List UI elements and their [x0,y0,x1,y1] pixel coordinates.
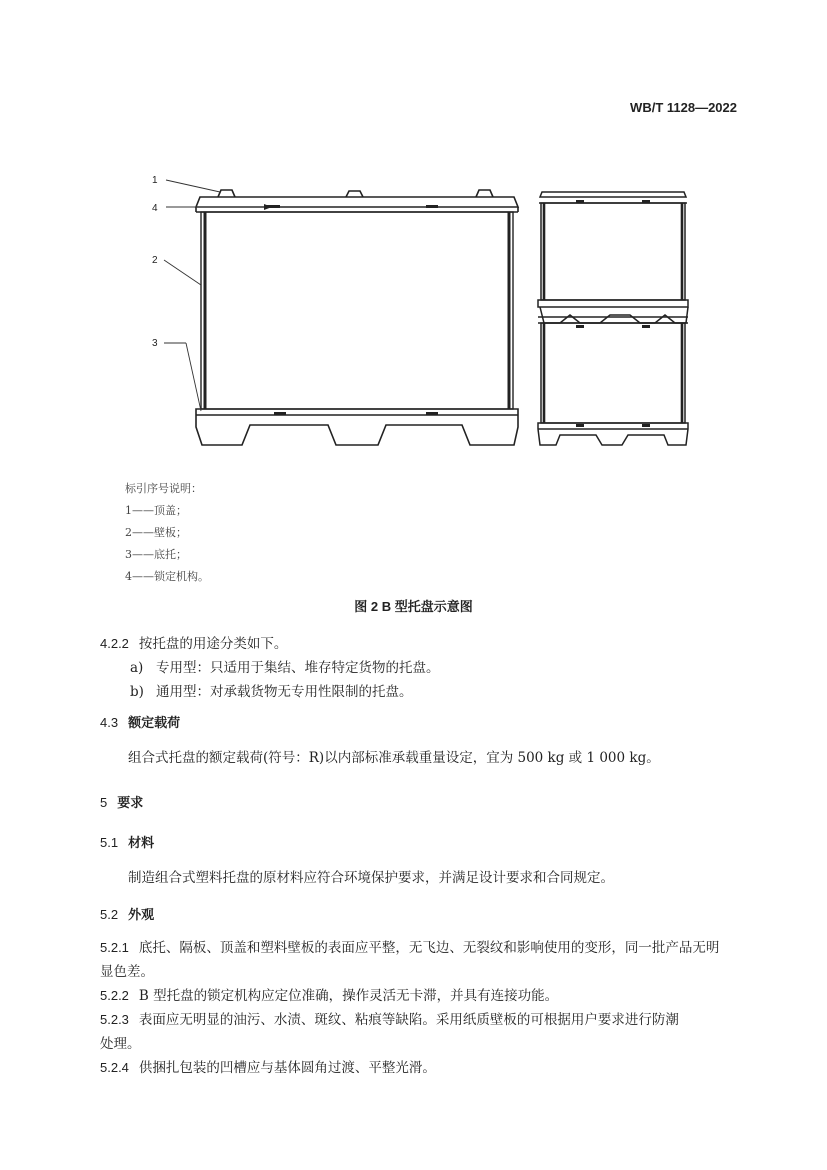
clause-5-2-1 [100,936,719,956]
clause-5-2-3-cont: 处理。 [100,1036,141,1052]
clause-5-2-3 [100,1008,679,1028]
clause-5-2-2 [100,984,558,1004]
pallet-diagram [140,165,700,455]
section-5-heading [100,792,143,811]
section-number: 5.2 [100,907,119,922]
clause-5-2-4 [100,1056,436,1076]
list-marker: b) [130,684,144,700]
section-title: 额定载荷 [128,715,181,730]
callout-4: 4 [152,203,158,214]
section-number: 5 [100,795,108,810]
section-number: 5.1 [100,835,119,850]
top-lid [196,197,518,207]
legend-item: 1——顶盖； [125,504,187,517]
callout-3: 3 [152,338,158,349]
list-text: 通用型：对承载货物无专用性限制的托盘。 [156,684,413,700]
legend-item: 2——壁板； [125,526,187,539]
clause-number: 5.2.2 [100,988,129,1003]
clause-text: 供捆扎包装的凹槽应与基体圆角过渡、平整光滑。 [138,1060,436,1076]
wall-panel [201,212,513,409]
lock-mark [426,412,438,415]
list-marker: a) [130,660,144,676]
clause-text: B 型托盘的锁定机构应定位准确，操作灵活无卡滞，并具有连接功能。 [138,988,559,1004]
legend-title: 标引序号说明： [125,482,202,495]
section-title: 材料 [128,835,155,850]
clause-text: 表面应无明显的油污、水渍、斑纹、粘痕等缺陷。采用纸质壁板的可根据用户要求进行防潮 [138,1012,679,1028]
lid-bump [476,190,493,197]
figure-caption: 图 2 B 型托盘示意图 [354,599,473,614]
callout-2: 2 [152,255,158,266]
document-code: WB/T 1128—2022 [630,100,737,115]
lock-mark [426,205,438,208]
section-4-3-heading [100,712,180,731]
legend-item: 4——锁定机构。 [125,570,209,583]
clause-number: 4.2.2 [100,636,129,651]
section-4-3-text: 组合式托盘的额定载荷(符号：R)以内部标准承载重量设定，宜为 500 kg 或 1 000 kg。 [128,750,660,766]
lock-mark [274,412,286,415]
lid-bump [346,191,363,197]
section-5-2-heading [100,904,154,923]
clause-number: 5.2.4 [100,1060,129,1075]
list-text: 专用型：只适用于集结、堆存特定货物的托盘。 [156,660,440,676]
section-title: 外观 [128,907,155,922]
section-title: 要求 [117,795,144,810]
section-5-1-heading [100,832,154,851]
clause-text: 按托盘的用途分类如下。 [138,636,288,652]
callout-1: 1 [152,175,158,186]
clause-number: 5.2.3 [100,1012,129,1027]
clause-5-2-1-cont: 显色差。 [100,964,154,980]
section-number: 4.3 [100,715,119,730]
lid-bump [218,190,235,197]
list-item [130,656,440,676]
clause-text: 底托、隔板、顶盖和塑料壁板的表面应平整，无飞边、无裂纹和影响使用的变形，同一批产品无明 [138,940,720,956]
legend-item: 3——底托； [125,548,187,561]
clause-number: 5.2.1 [100,940,129,955]
section-5-1-text: 制造组合式塑料托盘的原材料应符合环境保护要求，并满足设计要求和合同规定。 [128,870,614,886]
list-item [130,680,413,700]
clause-4-2-2 [100,632,287,652]
